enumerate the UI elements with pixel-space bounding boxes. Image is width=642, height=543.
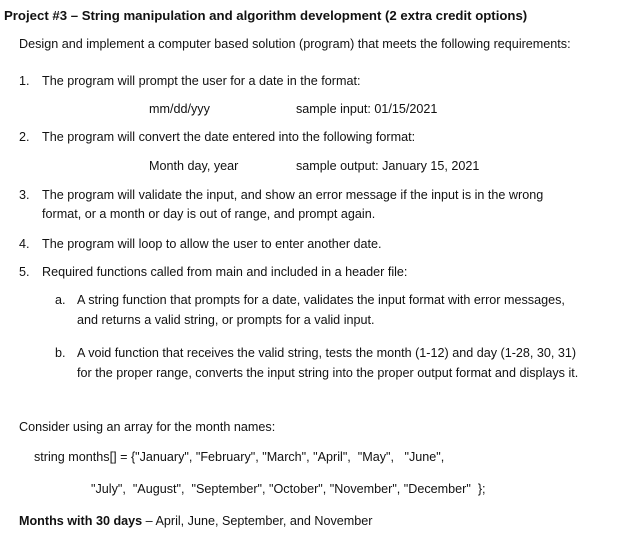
list-number: 2. <box>19 130 30 144</box>
format-label: Month day, year <box>149 159 239 173</box>
sample-input: sample input: 01/15/2021 <box>296 102 438 116</box>
list-item-text: The program will loop to allow the user to enter another date. <box>42 237 382 251</box>
sub-item-line2: for the proper range, converts the input string into the proper output format and displays it. <box>77 366 579 380</box>
sub-item-line1: A void function that receives the valid string, tests the month (1-12) and day (1-28, 30, 31) <box>77 346 577 360</box>
list-item-text-line1: The program will validate the input, and show an error message if the input is in the wrong <box>42 188 544 202</box>
sub-item-line1: A string function that prompts for a date, validates the input format with error messages, <box>77 293 565 307</box>
intro-text: Design and implement a computer based solution (program) that meets the following requirements: <box>19 37 571 51</box>
footer-bold-label: Months with 30 days <box>19 514 143 528</box>
footer-months: – April, June, September, and November <box>142 514 373 528</box>
footer-note <box>19 513 373 529</box>
page-title: Project #3 – String manipulation and algorithm development (2 extra credit options) <box>4 8 528 23</box>
list-item-text: The program will prompt the user for a date in the format: <box>42 74 361 88</box>
code-line-2: "July", "August", "September", "October", "November", "December" }; <box>91 482 486 496</box>
array-hint: Consider using an array for the month names: <box>19 420 276 434</box>
list-number: 1. <box>19 74 30 88</box>
list-number: 5. <box>19 265 30 279</box>
code-line-1: string months[] = {"January", "February", "March", "April", "May", "June", <box>34 450 445 464</box>
list-item-text-line2: format, or a month or day is out of range, and prompt again. <box>42 207 376 221</box>
sample-output: sample output: January 15, 2021 <box>296 159 480 173</box>
list-number: 3. <box>19 188 30 202</box>
sub-item-letter: a. <box>55 293 66 307</box>
list-number: 4. <box>19 237 30 251</box>
sub-item-letter: b. <box>55 346 66 360</box>
format-label: mm/dd/yyy <box>149 102 210 116</box>
list-item-text: Required functions called from main and included in a header file: <box>42 265 408 279</box>
sub-item-line2: and returns a valid string, or prompts for a valid input. <box>77 313 375 327</box>
list-item-text: The program will convert the date entered into the following format: <box>42 130 416 144</box>
